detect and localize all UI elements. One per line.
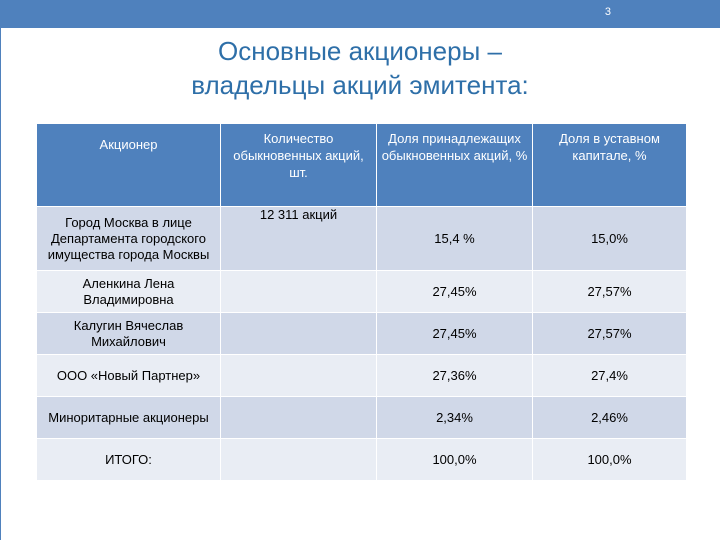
cell-share-capital: 2,46% [533, 396, 686, 438]
cell-count [221, 396, 377, 438]
title-line-1: Основные акционеры – [218, 36, 502, 66]
slide-title [0, 34, 720, 102]
cell-count [221, 270, 377, 312]
title-line-2: владельцы акций эмитента: [191, 70, 529, 100]
cell-holder: ИТОГО: [37, 438, 221, 480]
header-holder: Акционер [37, 124, 221, 206]
cell-share-capital: 27,4% [533, 354, 686, 396]
cell-share-ordinary: 2,34% [377, 396, 533, 438]
table-row [37, 206, 686, 270]
cell-share-ordinary: 27,45% [377, 270, 533, 312]
cell-share-ordinary: 15,4 % [377, 206, 533, 270]
cell-holder: Калугин Вячеслав Михайлович [37, 312, 221, 354]
cell-share-capital: 27,57% [533, 270, 686, 312]
table-row [37, 312, 686, 354]
table-row [37, 396, 686, 438]
cell-count [221, 354, 377, 396]
cell-share-capital: 100,0% [533, 438, 686, 480]
cell-holder: Город Москва в лице Департамента городского имущества города Москвы [37, 206, 221, 270]
cell-holder: Аленкина Лена Владимировна [37, 270, 221, 312]
cell-share-capital: 15,0% [533, 206, 686, 270]
cell-count [221, 438, 377, 480]
shareholders-table [37, 124, 686, 480]
left-rule [0, 28, 1, 540]
table-header-row [37, 124, 686, 206]
header-share-capital: Доля в уставном капитале, % [533, 124, 686, 206]
page-number: 3 [604, 6, 611, 18]
header-share-ordinary: Доля принадлежащих обыкновенных акций, % [377, 124, 533, 206]
cell-share-ordinary: 100,0% [377, 438, 533, 480]
top-bar [0, 0, 720, 28]
cell-share-ordinary: 27,36% [377, 354, 533, 396]
cell-holder: ООО «Новый Партнер» [37, 354, 221, 396]
cell-share-capital: 27,57% [533, 312, 686, 354]
cell-count: 12 311 акций [221, 206, 377, 270]
cell-count [221, 312, 377, 354]
cell-share-ordinary: 27,45% [377, 312, 533, 354]
header-count: Количество обыкновенных акций, шт. [221, 124, 377, 206]
table-row [37, 438, 686, 480]
table-row [37, 270, 686, 312]
cell-holder: Миноритарные акционеры [37, 396, 221, 438]
table-row [37, 354, 686, 396]
